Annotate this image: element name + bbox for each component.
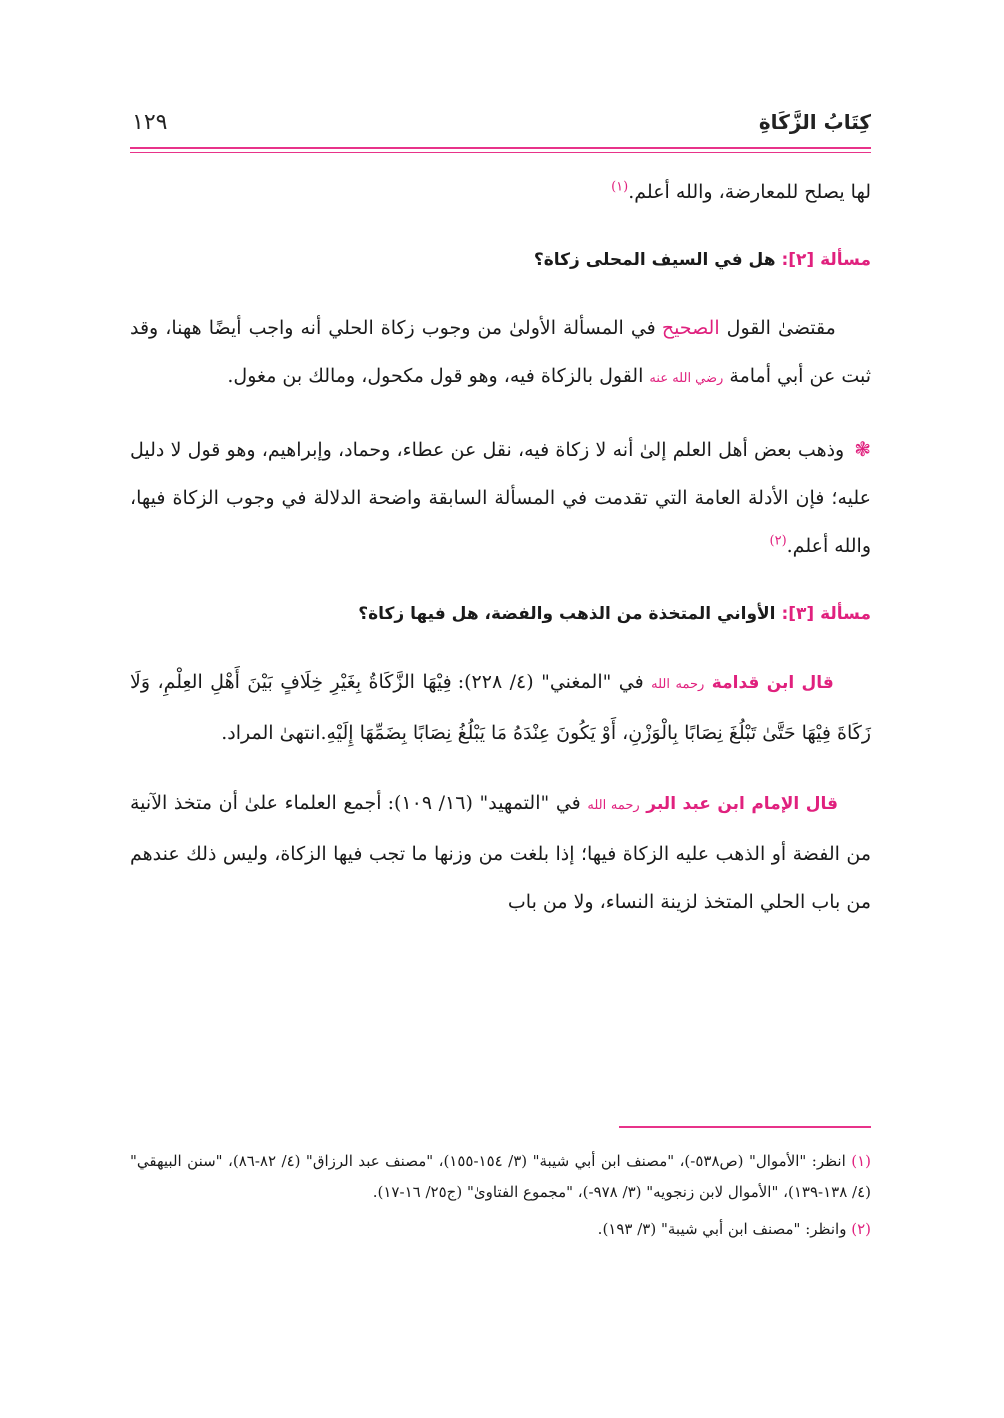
quotation-paragraph: قال الإمام ابن عبد البر رحمه الله في "التمهيد" (١٦/ ١٠٩): أجمع العلماء علىٰ أن متخذ الآنية من الفضة أو الذهب عليه الزكاة فيها؛ إذا بلغت من وزنها ما تجب فيها الزكاة، وليس ذلك عندهم من باب الحلي المتخذ لزينة النساء، ولا من باب: [130, 792, 871, 913]
footnote: (١) انظر: "الأموال" (ص٥٣٨-)، "مصنف ابن أبي شيبة" (٣/ ١٥٤-١٥٥)، "مصنف عبد الرزاق" (٤/ ٨٢-٨٦)، "سنن البيهقي" (٤/ ١٣٨-١٣٩)، "الأموال لابن زنجويه" (٣/ ٩٧٨-)، "مجموع الفتاوىٰ" (ج٢٥/ ١٦-١٧).: [130, 1152, 871, 1201]
footnote-ref[interactable]: (١): [611, 179, 629, 195]
chapter-title: كِتَابُ الزَّكَاةِ: [758, 110, 871, 134]
honorific-glyph: رحمه الله: [587, 798, 640, 813]
flower-icon: ❃: [854, 437, 871, 461]
paragraph-continuation: لها يصلح للمعارضة، والله أعلم.$^{(١)}$: [611, 179, 871, 203]
running-header: [130, 110, 871, 144]
quoted-scholar: قال ابن قدامة: [711, 673, 834, 693]
main-text: [130, 168, 871, 926]
header-rule-thin: [130, 152, 871, 153]
footnote: (٢) وانظر: "مصنف ابن أبي شيبة" (٣/ ١٩٣).: [597, 1220, 871, 1238]
honorific-glyph: رضي الله عنه: [649, 371, 724, 386]
honorific-glyph: رحمه الله: [651, 677, 705, 692]
footnote-ref[interactable]: (٢): [769, 533, 787, 549]
issue-heading: [130, 592, 871, 636]
issue-title: الأواني المتخذة من الذهب والفضة، هل فيها زكاة؟: [358, 604, 776, 624]
quotation-paragraph: قال ابن قدامة رحمه الله في "المغني" (٤/ ٢٢٨): فِيْهَا الزَّكَاةُ بِغَيْرِ خِلَافٍ بَيْنَ أَهْلِ العِلْمِ، وَلَا زَكَاةَ فِيْهَا حَتَّىٰ تَبْلُغَ نِصَابًا بِالْوَزْنِ، أَوْ يَكُونَ عِنْدَهُ مَا يَبْلُغُ نِصَابًا بِضَمِّهَا إِلَيْهِ.انتهىٰ المراد.: [130, 671, 871, 744]
issue-label: مسألة [٣]:: [781, 604, 871, 624]
quoted-scholar: قال الإمام ابن عبد البر: [646, 794, 838, 814]
footnote-number: (١): [851, 1152, 871, 1170]
highlight-word: الصحيح: [661, 317, 720, 339]
page-number: ١٢٩: [132, 110, 168, 135]
footnotes: [130, 1146, 871, 1251]
issue-heading: [130, 238, 871, 282]
paragraph: ❃وذهب بعض أهل العلم إلىٰ أنه لا زكاة فيه، نقل عن عطاء، وحماد، وإبراهيم، وهو قول لا دليل عليه؛ فإن الأدلة العامة التي تقدمت في المسألة السابقة واضحة الدلالة في وجوب الزكاة فيها، والله أعلم.$^{(٢)}$: [130, 437, 871, 557]
issue-title: هل في السيف المحلى زكاة؟: [533, 250, 776, 270]
footnote-separator: [619, 1126, 871, 1128]
paragraph: مقتضىٰ القول الصحيح في المسألة الأولىٰ من وجوب زكاة الحلي أنه واجب أيضًا ههنا، وقد ثبت عن أبي أمامة رضي الله عنه القول بالزكاة فيه، وهو قول مكحول، ومالك بن مغول.: [130, 317, 871, 387]
footnote-number: (٢): [851, 1220, 871, 1238]
issue-label: مسألة [٢]:: [781, 250, 871, 270]
header-rule: [130, 147, 871, 149]
